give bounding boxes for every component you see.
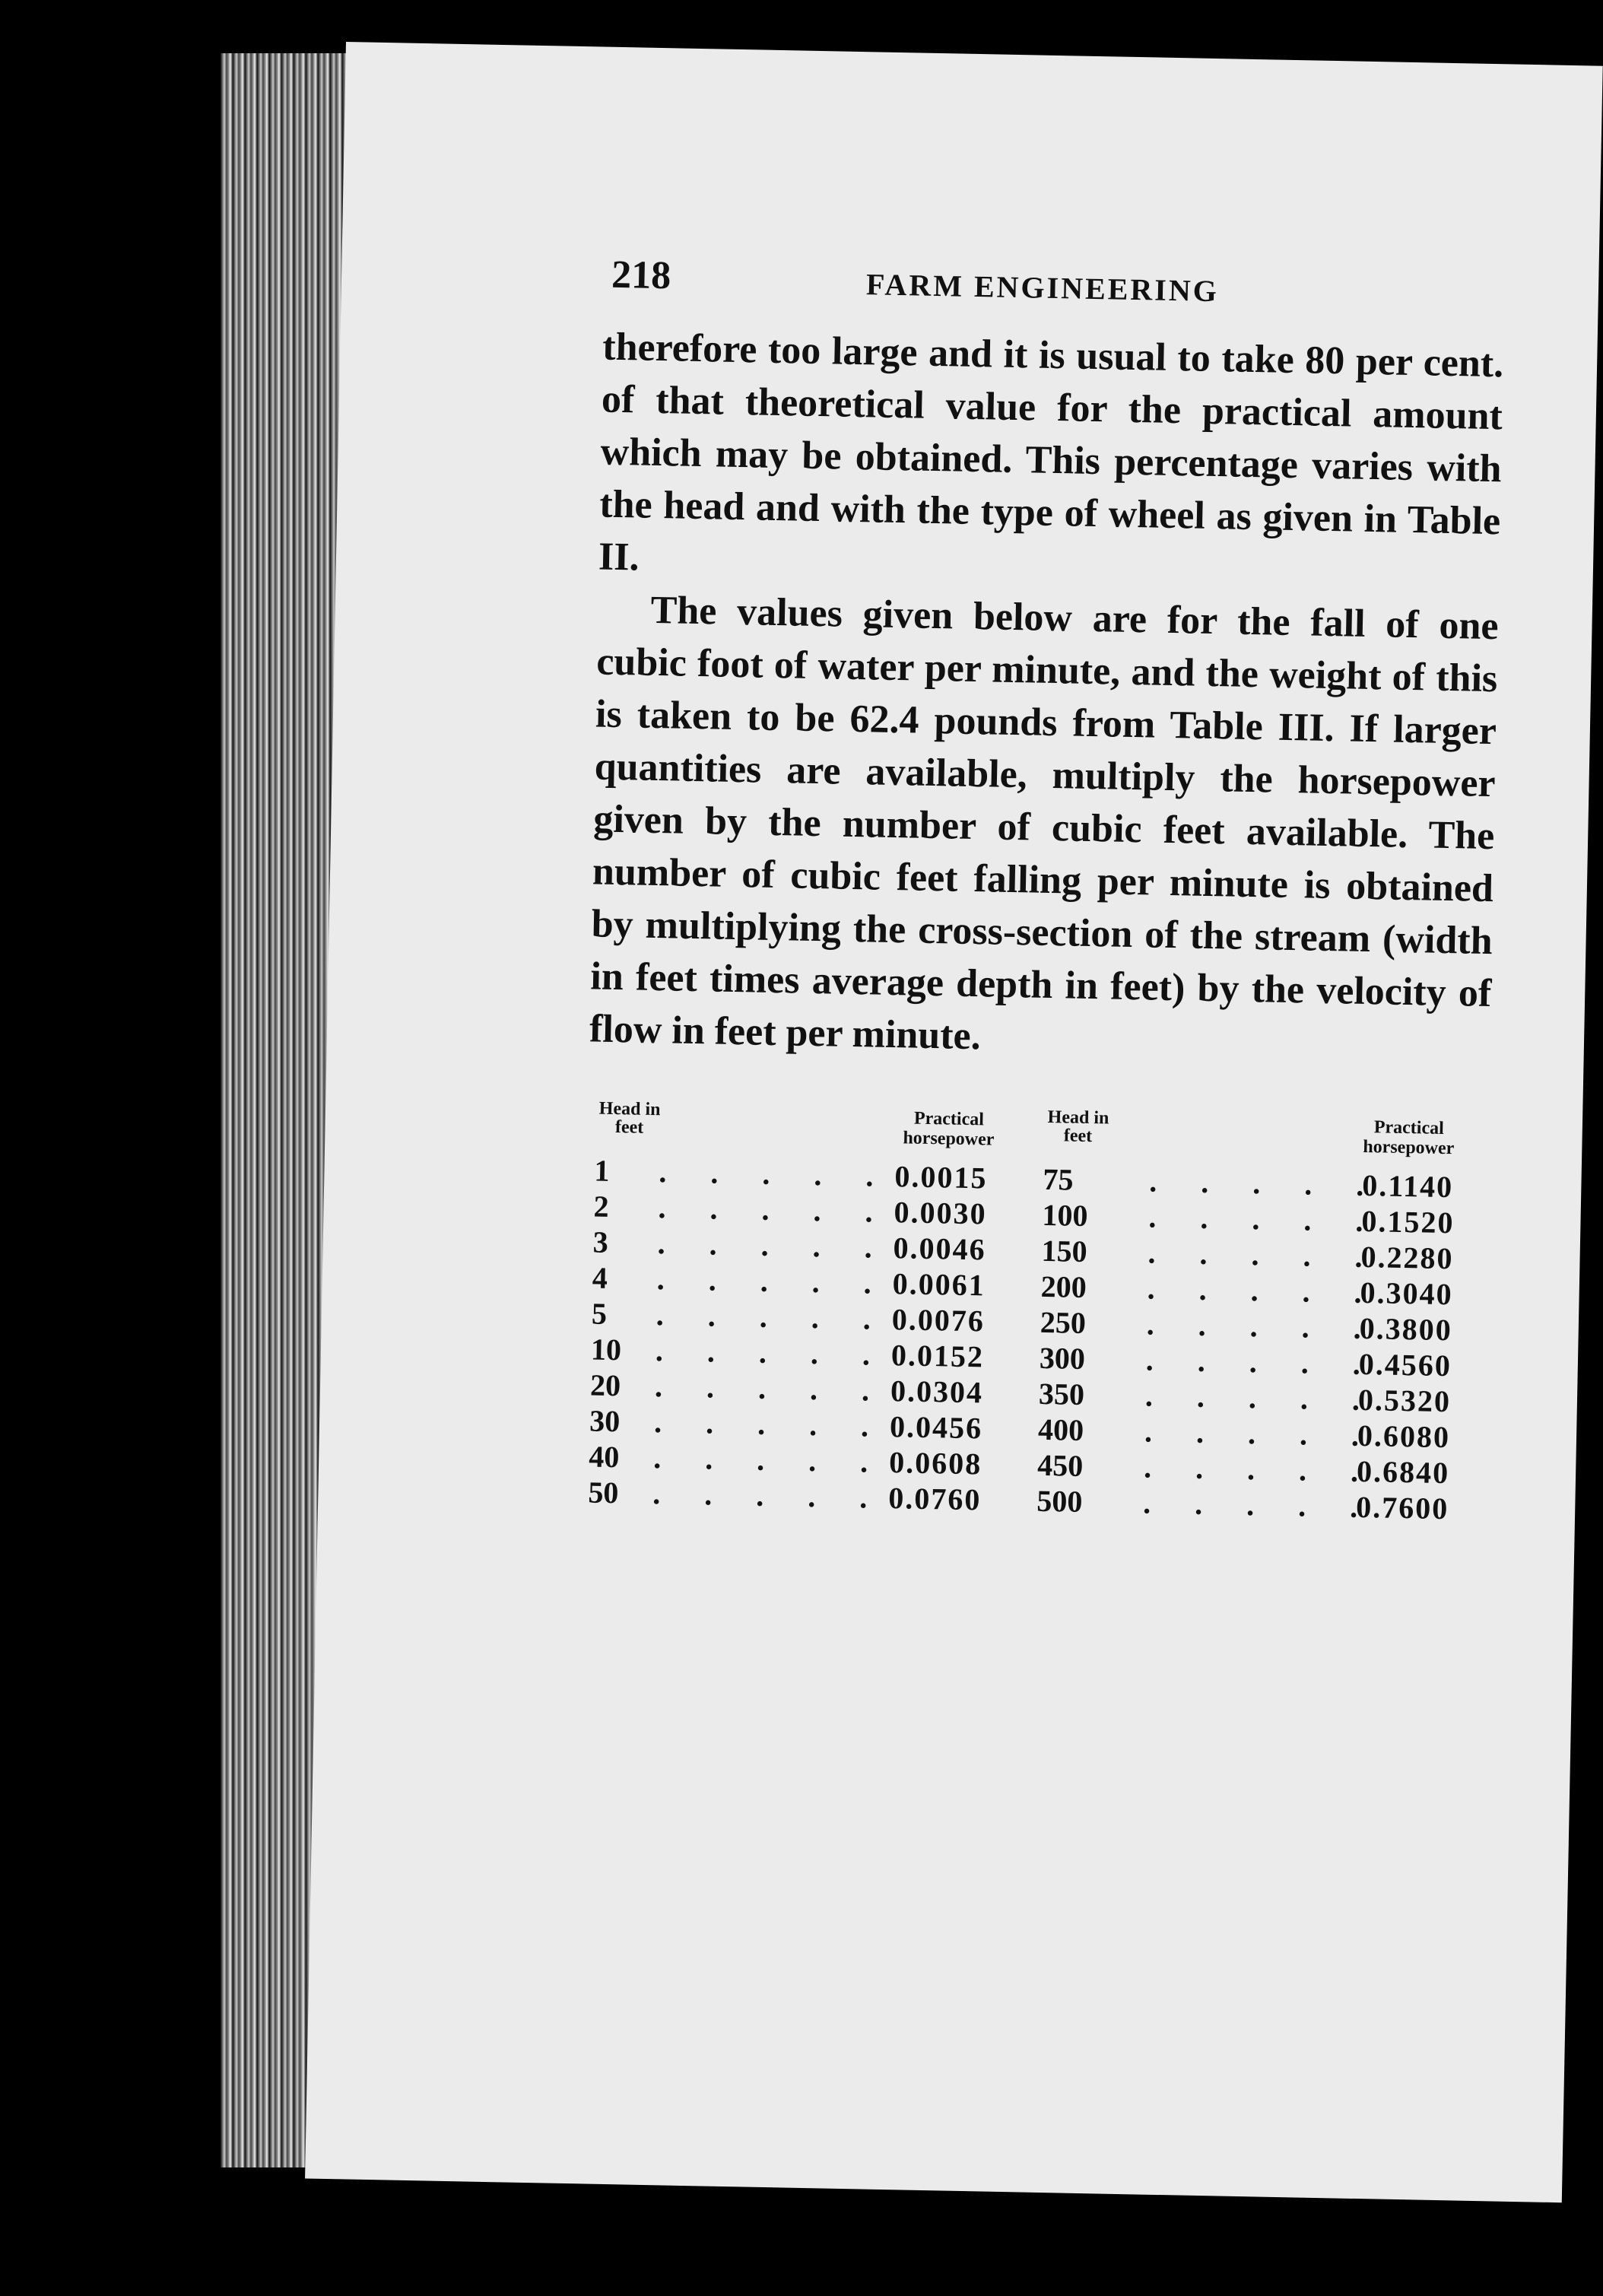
horsepower-value: 0.3800 — [1359, 1310, 1453, 1348]
horsepower-value: 0.0760 — [887, 1481, 982, 1517]
horsepower-table — [580, 1099, 1489, 1527]
head-value: 4 — [592, 1260, 608, 1295]
paragraph-values: The values given below are for the fall of one cubic foot of water per minute, and the weight of this is taken to be 62.4 pounds from Table III. If larger quantities are available, multiply the horsepower given by the number of cubic feet available. The number of cubic feet falling per minute is obtained by multiplying the cross-section of the stream (width in feet times average depth in feet) by the velocity of flow in feet per minute. — [589, 588, 1500, 1059]
horsepower-value: 0.5320 — [1357, 1382, 1452, 1419]
head-value: 20 — [589, 1367, 621, 1403]
header-practical-horsepower: Practical horsepower — [903, 1108, 995, 1150]
table-row — [580, 1474, 1030, 1518]
horsepower-value: 0.2280 — [1360, 1239, 1454, 1276]
head-value: 200 — [1040, 1269, 1087, 1304]
dot-leaders: . . . . . — [658, 1190, 892, 1230]
dot-leaders: . . . . . — [653, 1405, 887, 1443]
header-head-in-feet: Head in feet — [598, 1098, 661, 1138]
horsepower-value: 0.0152 — [890, 1338, 985, 1374]
head-value: 3 — [592, 1224, 609, 1259]
horsepower-value: 0.4560 — [1358, 1346, 1452, 1383]
horsepower-value: 0.0030 — [894, 1195, 988, 1231]
running-title: FARM ENGINEERING — [865, 267, 1220, 309]
dot-leaders: . . . . . — [655, 1297, 890, 1337]
header-head-in-feet: Head in feet — [1047, 1107, 1109, 1147]
dot-leaders: . . . . . — [1147, 1271, 1381, 1310]
head-value: 30 — [589, 1403, 621, 1439]
paragraph-continued: therefore too large and it is usual to take 80 per cent. of that theoretical value for the practical amount which may be obtained. This percentage varies with the head and with the type of wheel as given in Table II. — [598, 325, 1504, 580]
horsepower-value: 0.0061 — [892, 1266, 986, 1303]
horsepower-value: 0.0046 — [893, 1231, 987, 1267]
dot-leaders: . . . . . — [1144, 1414, 1378, 1453]
dot-leaders: . . . . . — [656, 1262, 890, 1301]
page-content — [580, 252, 1506, 1527]
head-value: 10 — [590, 1332, 622, 1367]
table-column-right — [1029, 1108, 1485, 1527]
head-value: 5 — [591, 1296, 608, 1331]
horsepower-value: 0.3040 — [1360, 1275, 1454, 1312]
head-value: 500 — [1036, 1483, 1083, 1519]
table-column-left — [580, 1099, 1036, 1518]
head-value: 450 — [1036, 1447, 1084, 1483]
head-value: 400 — [1037, 1412, 1084, 1447]
dot-leaders: . . . . . — [1148, 1199, 1382, 1239]
horsepower-value: 0.0076 — [891, 1302, 986, 1339]
head-value: 50 — [588, 1475, 619, 1510]
dot-leaders: . . . . . — [1143, 1450, 1377, 1489]
book-page — [305, 42, 1603, 2202]
horsepower-value: 0.6080 — [1357, 1418, 1451, 1455]
horsepower-value: 0.1140 — [1361, 1167, 1454, 1205]
header-practical-horsepower: Practical horsepower — [1363, 1117, 1455, 1159]
dot-leaders: . . . . . — [659, 1154, 892, 1194]
dot-leaders: . . . . . — [1147, 1235, 1382, 1275]
head-value: 1 — [594, 1153, 610, 1188]
horsepower-value: 0.0456 — [889, 1409, 983, 1446]
table-row — [1029, 1483, 1478, 1527]
head-value: 75 — [1043, 1161, 1074, 1197]
dot-leaders: . . . . . — [657, 1226, 891, 1265]
table-rows-right — [1029, 1161, 1484, 1527]
head-value: 250 — [1040, 1304, 1087, 1340]
head-value: 150 — [1041, 1233, 1088, 1269]
dot-leaders: . . . . . — [652, 1440, 887, 1479]
dot-leaders: . . . . . — [1146, 1307, 1380, 1346]
dot-leaders: . . . . . — [1142, 1485, 1376, 1525]
horsepower-value: 0.7600 — [1355, 1489, 1449, 1526]
dot-leaders: . . . . . — [1144, 1378, 1379, 1418]
dot-leaders: . . . . . — [1145, 1342, 1379, 1382]
table-rows-left — [580, 1152, 1036, 1518]
horsepower-value: 0.1520 — [1361, 1203, 1455, 1240]
head-value: 100 — [1042, 1197, 1088, 1234]
head-value: 300 — [1039, 1340, 1086, 1376]
head-value: 2 — [593, 1189, 610, 1224]
head-value: 350 — [1038, 1376, 1085, 1412]
horsepower-value: 0.0608 — [888, 1445, 982, 1481]
horsepower-value: 0.6840 — [1356, 1453, 1450, 1491]
horsepower-value: 0.0015 — [894, 1159, 988, 1196]
dot-leaders: . . . . . — [1149, 1164, 1382, 1203]
horsepower-value: 0.0304 — [890, 1373, 984, 1410]
page-number: 218 — [611, 252, 671, 298]
head-value: 40 — [588, 1439, 620, 1475]
dot-leaders: . . . . . — [652, 1476, 886, 1515]
dot-leaders: . . . . . — [655, 1333, 889, 1373]
dot-leaders: . . . . . — [654, 1369, 888, 1408]
